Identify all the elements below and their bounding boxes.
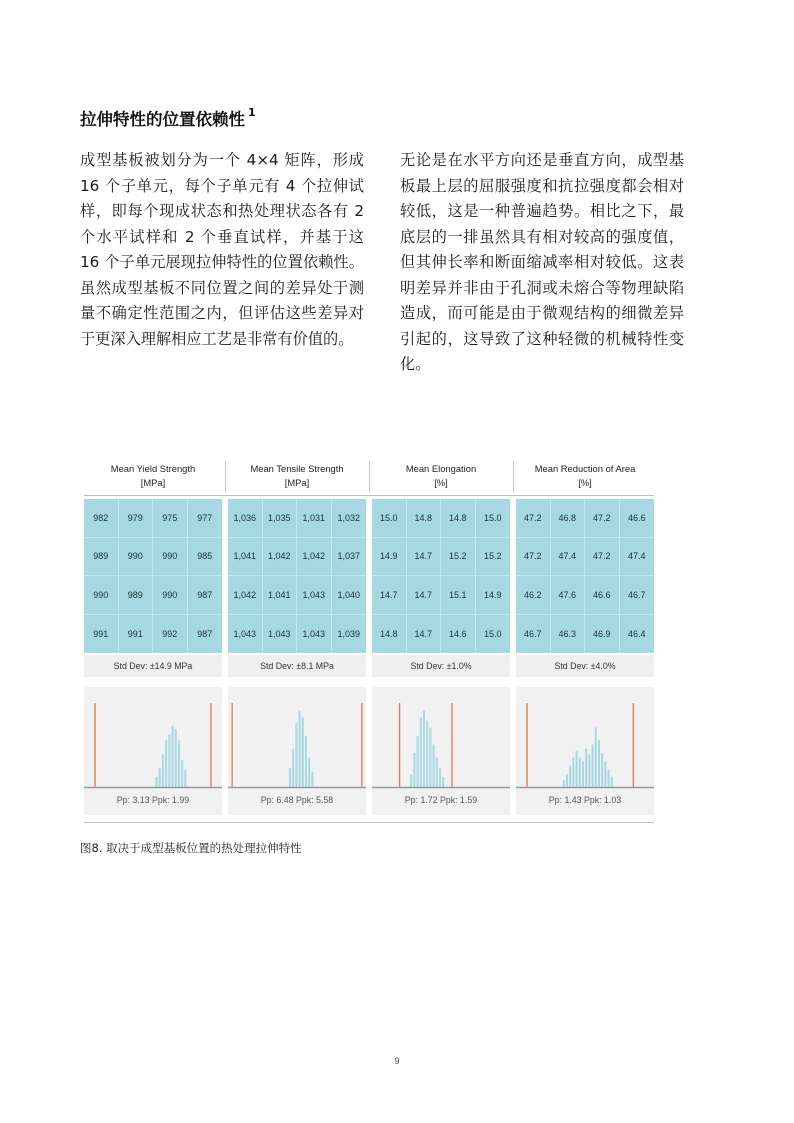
grid-cell: 14.8 [372, 615, 407, 654]
histogram-panel [516, 687, 654, 815]
histogram-bar [159, 768, 161, 787]
panel-tensile-strength [228, 459, 366, 805]
figure-caption: 图8. 取决于成型基板位置的热处理拉伸特性 [80, 841, 302, 855]
grid-cell: 46.9 [585, 615, 620, 654]
header-rule [84, 495, 654, 496]
histogram-bar [579, 757, 581, 787]
grid-cell: 1,036 [228, 499, 263, 538]
histogram-bar [604, 762, 606, 788]
footnote-marker: 1 [248, 105, 256, 119]
histogram-bar [423, 711, 425, 788]
grid-cell: 46.4 [627, 628, 646, 639]
grid-cell: 47.4 [551, 538, 586, 577]
tensile-properties-figure [84, 459, 654, 824]
histogram-bar [569, 766, 571, 787]
grid-cell: 47.6 [551, 576, 586, 615]
histogram-bar [410, 774, 412, 787]
histogram-bar [181, 760, 183, 787]
section-heading [80, 106, 256, 130]
panel-header [516, 459, 654, 498]
histogram-bar [429, 728, 431, 788]
grid-cell: 1,043 [297, 576, 332, 615]
histogram-bar [175, 729, 177, 787]
grid-cell: 47.2 [585, 499, 620, 538]
histogram-bar [588, 755, 590, 787]
panel-title: Mean Reduction of Area [534, 463, 636, 474]
histogram-bar [413, 753, 415, 787]
histogram-bar [601, 753, 603, 787]
figure-bottom-rule [84, 822, 654, 823]
histogram-bar [165, 740, 167, 787]
grid-cell: 14.9 [372, 538, 407, 577]
header-divider [513, 461, 514, 493]
grid-cell: 1,042 [228, 576, 263, 615]
value-grid [372, 499, 510, 653]
panel-unit: [MPa] [284, 477, 310, 488]
capability-label: Pp: 6.48 Ppk: 5.58 [260, 795, 334, 805]
histogram-bar [611, 777, 613, 787]
histogram-bar [433, 745, 435, 788]
histogram-bar [289, 768, 291, 787]
histogram-bar [299, 711, 301, 788]
grid-cell: 987 [197, 628, 213, 639]
grid-cell: 1,032 [332, 499, 367, 538]
grid-cell: 1,043 [297, 615, 332, 654]
grid-cell: 47.4 [620, 538, 655, 577]
grid-cell: 15.0 [372, 499, 407, 538]
grid-cell: 1,040 [332, 576, 367, 615]
grid-cell: 992 [153, 615, 188, 654]
grid-cell: 990 [84, 576, 119, 615]
grid-cell: 15.0 [476, 499, 511, 538]
grid-cell: 990 [153, 538, 188, 577]
histogram-bar [439, 768, 441, 787]
histogram-bar [305, 736, 307, 787]
grid-cell: 991 [84, 615, 119, 654]
histogram-bar [156, 777, 158, 787]
grid-cell: 14.9 [476, 576, 511, 615]
histogram-bar [566, 774, 568, 787]
paragraph-left: 成型基板被划分为一个 4×4 矩阵，形成 16 个子单元，每个子单元有 4 个拉伸试样，即每个现成状态和热处理状态各有 2 个水平试样和 2 个垂直试样，并基于这 16 个子单元展现拉伸特性的位置依赖性。虽然成型基板不同位置之间的差异处于测量不确定性范围之内，但评估这些差异对于更深入理解相应工艺是非常有价值的。 [80, 151, 364, 348]
capability-label: Pp: 1.43 Ppk: 1.03 [548, 795, 622, 805]
panel-unit: [%] [578, 477, 592, 488]
grid-cell: 14.6 [441, 615, 476, 654]
capability-label: Pp: 3.13 Ppk: 1.99 [116, 795, 190, 805]
grid-cell: 979 [119, 499, 154, 538]
histogram-panel [84, 687, 222, 815]
histogram-bar [576, 751, 578, 787]
grid-cell: 987 [188, 576, 223, 615]
grid-cell: 46.3 [551, 615, 586, 654]
value-grid [84, 499, 222, 653]
grid-cell: 1,041 [228, 538, 263, 577]
grid-cell: 15.2 [441, 538, 476, 577]
grid-cell: 989 [84, 538, 119, 577]
panel-reduction-of-area [516, 459, 654, 805]
histogram-bar [172, 726, 174, 787]
value-grid [228, 499, 366, 653]
histogram-bar [302, 717, 304, 787]
histogram-bar [426, 721, 428, 787]
grid-cell: 982 [84, 499, 119, 538]
histogram-panel [228, 687, 366, 815]
grid-cell: 46.7 [516, 615, 551, 654]
std-dev-label: Std Dev: ±8.1 MPa [228, 655, 366, 677]
grid-cell: 15.0 [483, 628, 502, 639]
histogram-bar [436, 757, 438, 787]
grid-cell: 975 [153, 499, 188, 538]
grid-cell: 14.7 [372, 576, 407, 615]
grid-cell: 14.7 [407, 538, 442, 577]
std-dev-label: Std Dev: ±1.0% [372, 655, 510, 677]
histogram-bar [162, 755, 164, 787]
grid-cell: 47.2 [516, 538, 551, 577]
header-divider [369, 461, 370, 493]
paragraph-right: 无论是在水平方向还是垂直方向，成型基板最上层的屈服强度和抗拉强度都会相对较低，这是一种普遍趋势。相比之下，最底层的一排虽然具有相对较高的强度值，但其伸长率和断面缩减率相对较低。这表明差异并非由于孔洞或未熔合等物理缺陷造成，而可能是由于微观结构的细微差异引起的，这导致了这种轻微的机械特性变化。 [400, 151, 684, 373]
std-dev-label: Std Dev: ±4.0% [516, 655, 654, 677]
grid-cell: 46.7 [620, 576, 655, 615]
grid-cell: 46.8 [551, 499, 586, 538]
grid-cell: 14.7 [407, 576, 442, 615]
histogram-bar [442, 777, 444, 787]
histogram-bar [608, 770, 610, 787]
panel-yield-strength [84, 459, 222, 805]
grid-cell: 990 [119, 538, 154, 577]
grid-cell: 1,037 [332, 538, 367, 577]
grid-cell: 14.8 [407, 499, 442, 538]
heading-text: 拉伸特性的位置依赖性 [80, 110, 245, 129]
panel-elongation [372, 459, 510, 805]
histogram-bar [585, 749, 587, 787]
panel-title: Mean Yield Strength [110, 463, 196, 474]
grid-cell: 1,042 [297, 538, 332, 577]
grid-cell: 47.2 [516, 499, 551, 538]
histogram-bar [178, 740, 180, 787]
panel-title: Mean Elongation [405, 463, 477, 474]
grid-cell: 977 [188, 499, 223, 538]
panel-header [84, 459, 222, 498]
histogram-bar [417, 736, 419, 787]
grid-cell: 15.2 [476, 538, 511, 577]
grid-cell: 1,041 [263, 576, 298, 615]
grid-cell: 46.2 [516, 576, 551, 615]
capability-label: Pp: 1.72 Ppk: 1.59 [404, 795, 478, 805]
grid-cell: 14.8 [441, 499, 476, 538]
std-dev-label: Std Dev: ±14.9 MPa [84, 655, 222, 677]
value-grid [516, 499, 654, 653]
histogram-bar [311, 772, 313, 787]
grid-cell: 46.6 [620, 499, 655, 538]
histogram-bar [292, 749, 294, 787]
page-number: 9 [394, 1056, 400, 1066]
grid-cell: 1,039 [337, 628, 361, 639]
histogram-bar [295, 723, 297, 787]
histogram-bar [595, 728, 597, 788]
grid-cell: 1,035 [263, 499, 298, 538]
histogram-bar [308, 757, 310, 787]
header-divider [225, 461, 226, 493]
panel-header [372, 459, 510, 498]
panel-header [228, 459, 366, 498]
grid-cell: 15.1 [441, 576, 476, 615]
grid-cell: 1,043 [228, 615, 263, 654]
panel-unit: [MPa] [140, 477, 166, 488]
grid-cell: 1,043 [263, 615, 298, 654]
grid-cell: 985 [188, 538, 223, 577]
histogram-bar [592, 745, 594, 788]
grid-cell: 1,042 [263, 538, 298, 577]
panel-title: Mean Tensile Strength [250, 463, 344, 474]
grid-cell: 990 [153, 576, 188, 615]
histogram-bar [582, 762, 584, 788]
histogram-bar [184, 770, 186, 787]
grid-cell: 989 [119, 576, 154, 615]
grid-cell: 14.7 [407, 615, 442, 654]
histogram-panel [372, 687, 510, 815]
histogram-bar [598, 740, 600, 787]
histogram-bar [168, 734, 170, 787]
grid-cell: 1,031 [297, 499, 332, 538]
histogram-bar [420, 717, 422, 787]
grid-cell: 991 [119, 615, 154, 654]
grid-cell: 46.6 [585, 576, 620, 615]
histogram-bar [563, 780, 565, 787]
panel-unit: [%] [434, 477, 448, 488]
histogram-bar [572, 757, 574, 787]
grid-cell: 47.2 [585, 538, 620, 577]
